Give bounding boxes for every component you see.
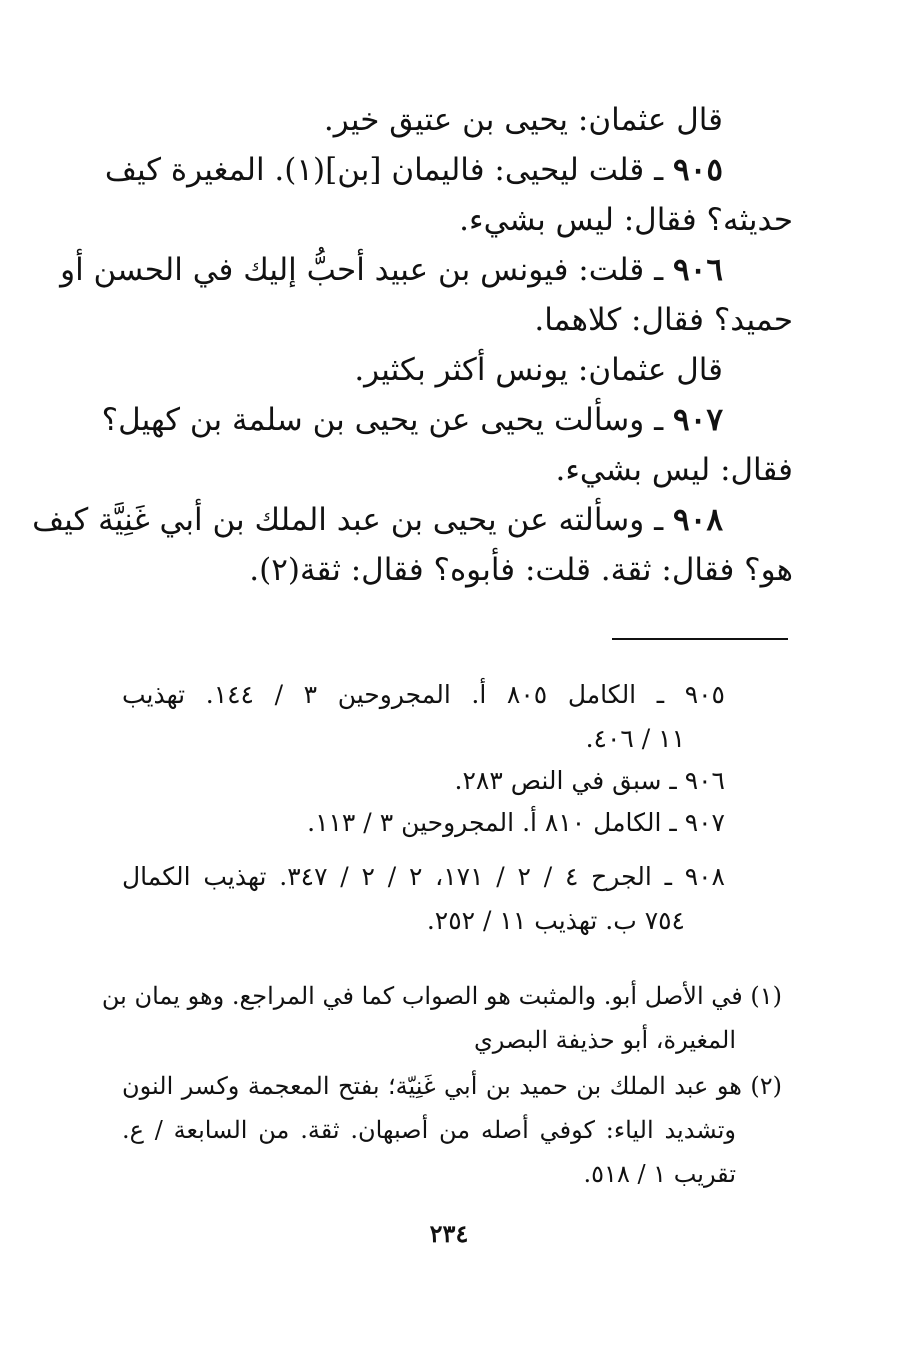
text-span: ـ قلت: فيونس بن عبيد أحبُّ إليك في الحسن أو [60,252,674,288]
paragraph-906-line-1 [60,250,723,292]
reference-908-line-2: ٧٥٤ ب. تهذيب ١١ / ٢٥٢. [426,906,685,935]
footnote-divider [612,638,788,640]
entry-number-906: ٩٠٦ [673,252,723,288]
reference-906: ٩٠٦ ـ سبق في النص ٢٨٣. [454,766,725,795]
text-span: ـ وسألته عن يحيى بن عبد الملك بن أبي غَنِيَّة كيف [32,502,674,538]
footnote-1-line-1: (١) في الأصل أبو. والمثبت هو الصواب كما في المراجع. وهو يمان بن [101,982,782,1010]
footnote-1-line-2: المغيرة، أبو حذيفة البصري [473,1026,736,1054]
page-number: ٢٣٤ [429,1219,469,1248]
paragraph-908-line-2: هو؟ فقال: ثقة. قلت: فأبوه؟ فقال: ثقة(٢). [249,552,793,588]
paragraph-907-line-2: فقال: ليس بشيء. [555,452,793,488]
entry-number-907: ٩٠٧ [673,402,723,438]
reference-908-line-1: ٩٠٨ ـ الجرح ٤ / ٢ / ١٧١، ٢ / ٢ / ٣٤٧. تهذيب الكمال [122,862,725,891]
paragraph-908-line-1 [32,500,723,542]
footnote-2-line-1: (٢) هو عبد الملك بن حميد بن أبي غَنِيّة؛ بفتح المعجمة وكسر النون [122,1072,782,1100]
paragraph-907-line-1 [101,400,723,442]
paragraph-906-line-2: حميد؟ فقال: كلاهما. [534,302,793,338]
entry-number-905: ٩٠٥ [673,152,723,188]
text-line: قال عثمان: يونس أكثر بكثير. [354,352,723,388]
paragraph-905-line-2: حديثه؟ فقال: ليس بشيء. [459,202,793,238]
text-line: قال عثمان: يحيى بن عتيق خير. [323,102,723,138]
text-span: ـ قلت ليحيى: فاليمان [بن](١). المغيرة كيف [104,152,674,188]
text-span: ـ وسألت يحيى عن يحيى بن سلمة بن كهيل؟ [101,402,674,438]
paragraph-905-line-1 [104,150,723,192]
reference-905-line-1: ٩٠٥ ـ الكامل ٨٠٥ أ. المجروحين ٣ / ١٤٤. تهذيب [122,680,725,709]
reference-907: ٩٠٧ ـ الكامل ٨١٠ أ. المجروحين ٣ / ١١٣. [307,808,725,837]
footnote-2-line-2: وتشديد الياء: كوفي أصله من أصبهان. ثقة. من السابعة / ع. [122,1116,736,1144]
footnote-2-line-3: تقريب ١ / ٥١٨. [583,1160,736,1188]
entry-number-908: ٩٠٨ [673,502,723,538]
reference-905-line-2: ١١ / ٤٠٦. [585,724,685,753]
